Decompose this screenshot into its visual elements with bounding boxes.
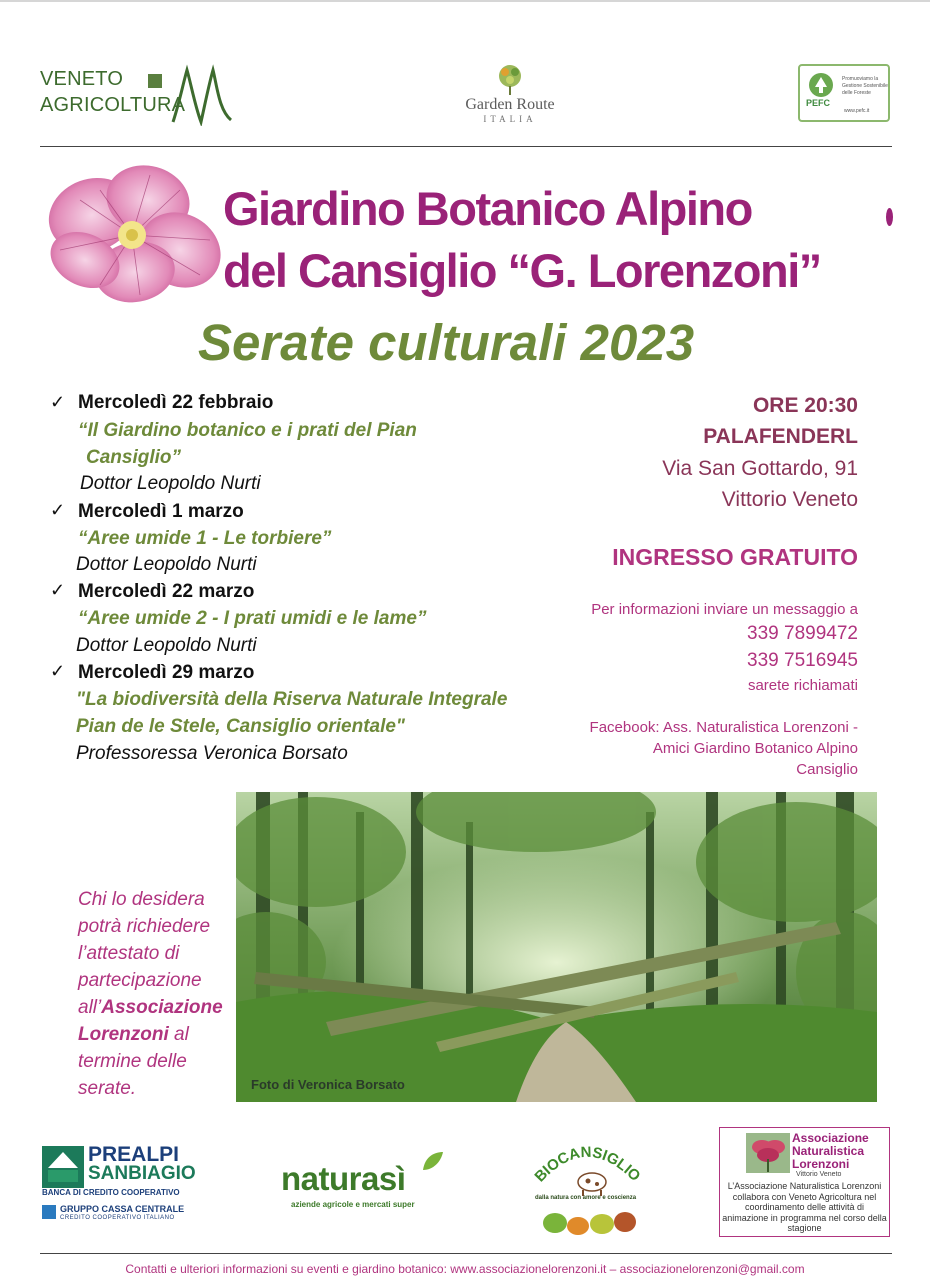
phone-1[interactable]: 339 7899472 xyxy=(747,623,858,644)
prealpi-arrow-icon xyxy=(42,1146,84,1188)
naturasi-name: naturasì xyxy=(281,1160,406,1197)
veneto-agricoltura-logo xyxy=(40,64,235,126)
event-city: Vittorio Veneto xyxy=(721,488,858,511)
check-icon: ✓ xyxy=(50,580,66,600)
title-line-1: Giardino Botanico Alpino xyxy=(223,182,752,235)
note-part-2: al termine delle serate. xyxy=(78,1024,189,1099)
header-divider xyxy=(40,146,892,147)
veneto-logo-text xyxy=(40,66,185,118)
title-dot xyxy=(886,208,893,226)
event-3-title: “Aree umide 2 - I prati umidi e le lame” xyxy=(78,608,427,629)
phone-2[interactable]: 339 7516945 xyxy=(747,650,858,671)
garden-route-logo xyxy=(445,62,575,128)
subtitle: Serate culturali 2023 xyxy=(198,314,695,371)
event-1-title: “Il Giardino botanico e i prati del Pian xyxy=(78,420,417,441)
garden-route-title: Garden Route xyxy=(465,96,555,113)
facebook-line-1: Facebook: Ass. Naturalistica Lorenzoni - xyxy=(589,719,858,736)
pefc-logo xyxy=(798,64,890,122)
footer-divider xyxy=(40,1253,892,1254)
biocansiglio-sub: dalla natura con amore e coscienza xyxy=(535,1195,637,1201)
event-2-speaker: Dottor Leopoldo Nurti xyxy=(76,554,257,575)
check-icon: ✓ xyxy=(50,500,66,520)
prealpi-name: PREALPI xyxy=(88,1143,180,1166)
event-4-date: Mercoledì 29 marzo xyxy=(78,662,255,683)
footer-contacts[interactable]: Contatti e ulteriori informazioni su eventi e giardino botanico: www.associazionelorenzoni.it – associazionelorenzoni@gmail.com xyxy=(125,1262,805,1276)
facebook-line-3: Cansiglio xyxy=(796,761,858,778)
event-street: Via San Gottardo, 91 xyxy=(662,457,858,480)
pefc-url: www.pefc.it xyxy=(844,108,870,114)
assoc-sub: Vittorio Veneto xyxy=(796,1171,842,1178)
event-2-title: “Aree umide 1 - Le torbiere” xyxy=(78,528,332,549)
garden-route-sub: ITALIA xyxy=(483,114,537,124)
leaf-icon xyxy=(421,1150,445,1172)
forest-photo xyxy=(236,792,877,1102)
event-1-speaker: Dottor Leopoldo Nurti xyxy=(80,473,261,494)
assoc-title-1: Associazione xyxy=(792,1131,869,1145)
note-part-1: Chi lo desidera potrà richiedere l’attestato di partecipazione all’ xyxy=(78,889,211,1018)
pefc-label: PEFC xyxy=(806,98,831,108)
event-3-date: Mercoledì 22 marzo xyxy=(78,581,255,602)
prealpi-group-2: CREDITO COOPERATIVO ITALIANO xyxy=(60,1215,175,1221)
veneto-line2: AGRICOLTURA xyxy=(40,94,186,116)
check-icon: ✓ xyxy=(50,392,66,412)
facebook-line-2: Amici Giardino Botanico Alpino xyxy=(652,740,858,757)
event-3-speaker: Dottor Leopoldo Nurti xyxy=(76,635,257,656)
title-line-2: del Cansiglio “G. Lorenzoni” xyxy=(223,244,821,297)
event-place: PALAFENDERL xyxy=(703,425,858,448)
photo-credit: Foto di Veronica Borsato xyxy=(251,1077,405,1092)
contact-intro: Per informazioni inviare un messaggio a xyxy=(591,601,858,618)
naturasi-sub: aziende agricole e mercati super xyxy=(291,1200,415,1209)
prealpi-name-2: SANBIAGIO xyxy=(88,1163,196,1184)
free-entry: INGRESSO GRATUITO xyxy=(612,544,858,570)
forest-image xyxy=(236,792,877,1102)
event-2-date: Mercoledì 1 marzo xyxy=(78,501,244,522)
associazione-lorenzoni-box xyxy=(719,1127,890,1237)
top-rule xyxy=(0,0,930,2)
veneto-swirl-icon xyxy=(165,64,235,126)
check-icon: ✓ xyxy=(50,661,66,681)
pefc-text: Promuoviamo la Gestione Sostenibile delle Foreste xyxy=(842,76,888,96)
assoc-title-3: Lorenzoni xyxy=(792,1157,850,1171)
pefc-tree-icon xyxy=(808,72,834,98)
assoc-text: L’Associazione Naturalistica Lorenzoni collabora con Veneto Agricoltura nel coordinamento delle attività di animazione in programma nel corso della stagione xyxy=(722,1181,887,1233)
certificate-note xyxy=(78,886,238,1102)
event-4-title: "La biodiversità della Riserva Naturale Integrale xyxy=(76,689,508,710)
event-4-speaker: Professoressa Veronica Borsato xyxy=(76,743,348,764)
lorenzoni-flower-icon xyxy=(746,1133,790,1173)
cassa-centrale-icon xyxy=(42,1205,56,1219)
prealpi-mark-icon xyxy=(42,1146,84,1188)
biocansiglio-name: BIOCANSIGLIO xyxy=(531,1143,644,1186)
event-time: ORE 20:30 xyxy=(752,394,858,417)
biocansiglio-emblem xyxy=(530,1138,645,1238)
note-bold: Associazione Lorenzoni xyxy=(78,997,223,1045)
flower-icon xyxy=(40,160,225,305)
veneto-mark-icon xyxy=(148,74,162,88)
biocansiglio-logo xyxy=(530,1138,645,1238)
veneto-line1: VENETO xyxy=(40,68,124,90)
assoc-title-2: Naturalistica xyxy=(792,1144,865,1158)
event-1-date: Mercoledì 22 febbraio xyxy=(78,392,274,413)
prealpi-sub: BANCA DI CREDITO COOPERATIVO xyxy=(42,1188,180,1197)
prealpi-group: GRUPPO CASSA CENTRALE xyxy=(60,1204,185,1214)
event-1-title-cont: Cansiglio” xyxy=(86,447,182,468)
event-4-title-cont: Pian de le Stele, Cansiglio orientale" xyxy=(76,716,405,737)
callback-note: sarete richiamati xyxy=(747,677,858,694)
prealpi-sanbiagio-logo xyxy=(42,1143,202,1226)
naturasi-logo xyxy=(281,1150,446,1212)
garden-route-icon xyxy=(495,62,525,96)
assoc-title xyxy=(792,1132,869,1171)
